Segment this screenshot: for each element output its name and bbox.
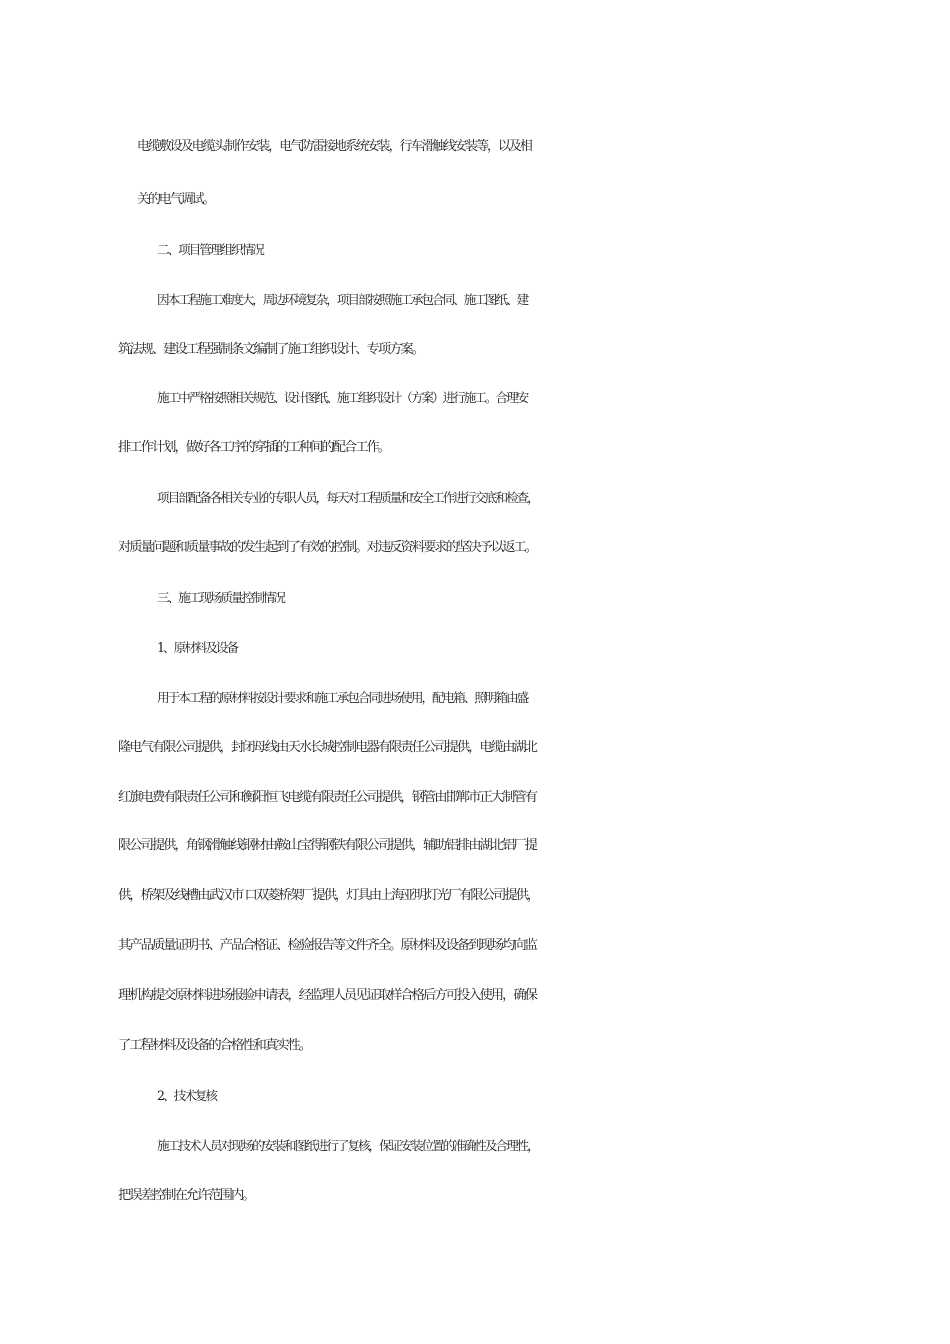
body-text-line: 对质量问题和质量事故的发生起到了有效的控制。对违反资料要求的坚决予以返工。 [118, 540, 536, 555]
body-text-line: 用于本工程的原材料按设计要求和施工承包合同进场使用，配电箱、照明箱由盛 [157, 690, 528, 705]
body-text-line: 筑法规、建设工程强制条文编制了施工组织设计、专项方案。 [118, 342, 424, 357]
body-text-line: 隆电气有限公司提供，封闭母线由天水长城控制电器有限责任公司提供，电缆由湖北 [118, 740, 536, 755]
body-text-line: 电缆敷设及电缆头制作安装，电气防雷接地系统安装，行车滑触线安装等，以及相 [137, 139, 531, 154]
body-text-line: 施工中严格按照相关规范、设计图纸、施工组织设计（方案）进行施工。合理安 [157, 390, 528, 405]
body-text-line: 其产品质量证明书、产品合格证、检验报告等文件齐全。原材料及设备到现场均向监 [118, 938, 536, 953]
body-text-line: 排工作计划，做好各工序的穿插的工种间的配合工作。 [118, 440, 390, 455]
body-text-line: 供，桥架及线槽由武汉市 口双菱桥架厂提供，灯具由上海亚明灯光厂有限公司提供， [118, 888, 539, 903]
body-text-line: 限公司提供，角钢滑触线钢材由鞍山宝得钢铁有限公司提供，辅助铝排由湖北铝厂提 [118, 838, 536, 853]
body-text-line: 关的电气调试。 [137, 192, 214, 207]
body-text-line: 因本工程施工难度大，周边环境复杂，项目部按照施工承包合同、施工图纸、建 [157, 292, 528, 307]
body-text-line: 施工技术人员对现场的安装和图纸进行了复核，保证安装位置的准确性及合理性， [157, 1138, 538, 1153]
section-heading: 三、施工现场质量控制情况 [157, 590, 284, 605]
body-text-line: 项目部配备各相关专业的专职人员，每天对工程质量和安全工作进行交底和检查， [157, 490, 538, 505]
body-text-line: 把误差控制在允许范围内。 [118, 1188, 254, 1203]
body-text-line: 了工程材料及设备的合格性和真实性。 [118, 1038, 311, 1053]
section-heading: 二、项目管理组织情况 [157, 242, 263, 257]
subsection-heading: 2、技术复核 [157, 1088, 216, 1103]
body-text-line: 理机构提交原材料进场报验申请表，经监理人员见证取样合格后方可投入使用，确保 [118, 988, 536, 1003]
body-text-line: 红旗电费有限责任公司和衡阳恒飞电缆有限责任公司提供，钢管由邯郸市正大制管有 [118, 790, 536, 805]
subsection-heading: 1、原材料及设备 [157, 640, 238, 655]
